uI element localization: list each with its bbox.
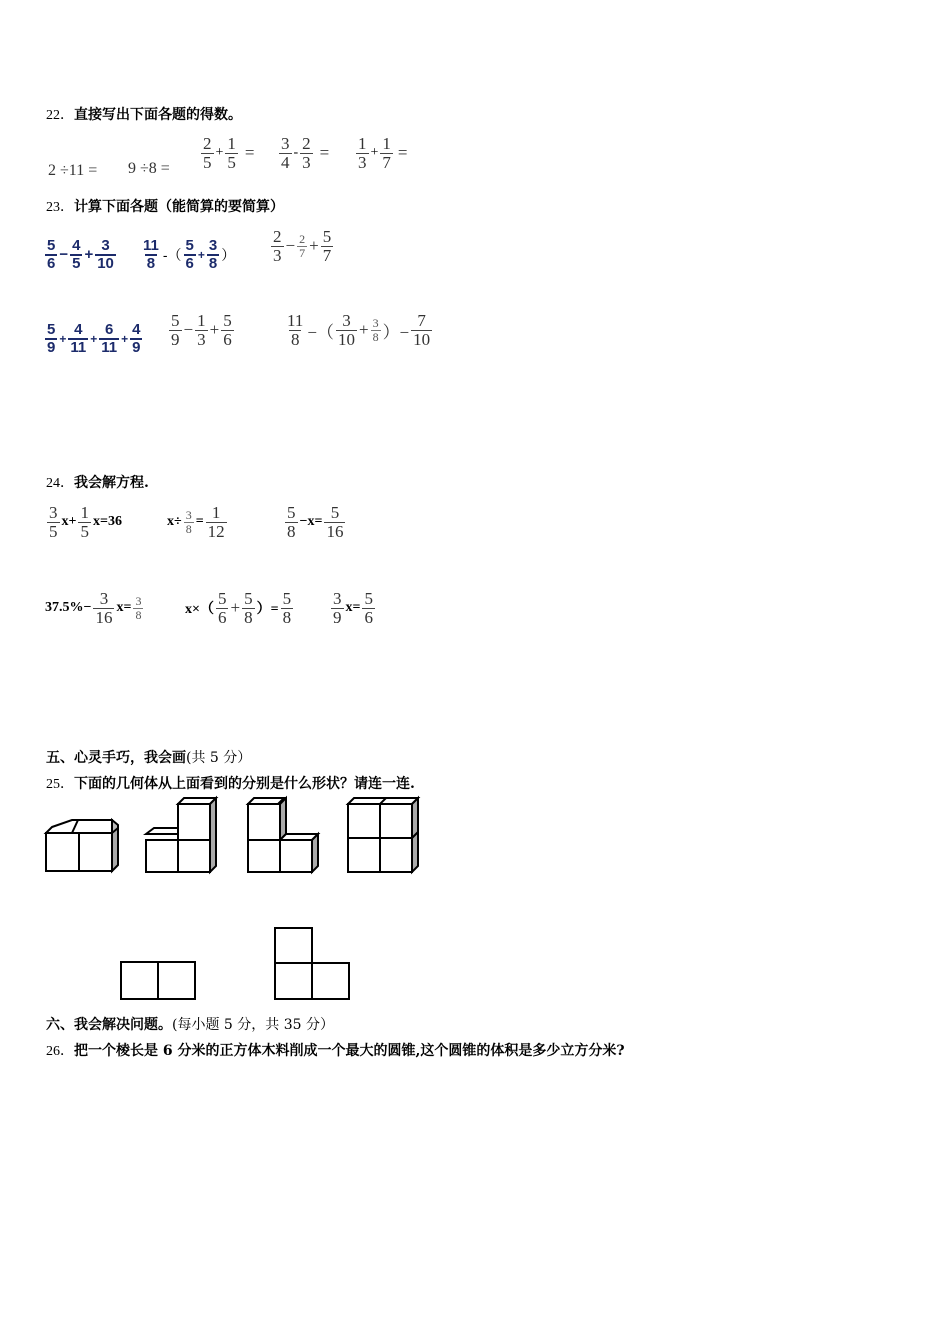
q23-expr-1c: $\frac{2}{3}$ − $\frac{2}{7}$ + $\frac{5}{7}$ [273,227,332,265]
question-text: 直接写出下面各题的得数。 [74,107,242,123]
question-26-title [46,1040,625,1060]
question-number: 23． [46,200,74,215]
question-22-title [46,104,242,124]
solid-figure-4 [342,798,432,878]
q23-expr-2c: $\frac{11}{8}$ −（ $\frac{3}{10}$ + $\frac{3}{8}$ ）− $\frac{7}{10}$ [287,311,431,349]
q24-eq-6: $\frac{3}{9}$ x= $\frac{5}{6}$ [333,589,373,627]
question-number: 25． [46,777,74,792]
solid-figure-1 [40,815,130,877]
q24-eq-1: $\frac{3}{5}$ x+ $\frac{1}{5}$ x=36 [49,503,122,541]
question-number: 22． [46,108,74,123]
question-text: 我会解方程. [74,475,149,491]
q24-eq-3: $\frac{5}{8}$ −x= $\frac{5}{16}$ [287,503,344,541]
q24-eq-2: x÷ $\frac{3}{8}$ = $\frac{1}{12}$ [167,503,225,541]
top-view-shape-1 [120,961,200,1001]
question-24-title [46,472,149,492]
q22-expr-4: $\frac{3}{4}$ - $\frac{2}{3}$ = [281,134,330,172]
question-25-title [46,773,415,793]
question-text: 计算下面各题（能简算的要简算） [74,199,284,215]
q23-expr-2a: $\frac{5}{9}$ + $\frac{4}{11}$ + $\frac{6}{11}$ + $\frac{4}{9}$ [47,321,141,356]
top-view-shape-2 [274,927,354,1001]
solid-figure-2 [140,798,230,878]
question-text: 把一个棱长是 6 分米的正方体木料削成一个最大的圆锥,这个圆锥的体积是多少立方分米? [74,1043,625,1059]
q23-expr-1a: $\frac{5}{6}$ − $\frac{4}{5}$ + $\frac{3}{10}$ [47,237,114,272]
question-number: 26． [46,1044,74,1059]
q22-expr-3: $\frac{2}{5}$ + $\frac{1}{5}$ = [203,134,255,172]
q24-eq-4: 37.5%− $\frac{3}{16}$ x= $\frac{3}{8}$ [45,589,142,627]
section-6-heading: 六、我会解决问题。(每小题 5 分，共 35 分） [46,1017,334,1033]
q22-expr-2: 9 ÷8 = [128,160,170,177]
q23-expr-2b: $\frac{5}{9}$ − $\frac{1}{3}$ + $\frac{5}{6}$ [171,311,232,349]
q22-expr-1: 2 ÷11 = [48,162,98,179]
q24-eq-5: x×（ $\frac{5}{6}$ + $\frac{5}{8}$ ）= $\frac{5}{8}$ [185,589,292,627]
q23-expr-1b: $\frac{11}{8}$ -（ $\frac{5}{6}$ + $\frac{3}{8}$ ） [143,237,236,272]
section-5-heading: 五、心灵手巧，我会画(共 5 分） [46,750,252,766]
solid-figure-3 [242,798,332,878]
question-text: 下面的几何体从上面看到的分别是什么形状？请连一连. [74,776,415,792]
question-23-title [46,196,284,216]
question-number: 24． [46,476,74,491]
q22-expr-5: $\frac{1}{3}$ + $\frac{1}{7}$ = [358,134,408,172]
